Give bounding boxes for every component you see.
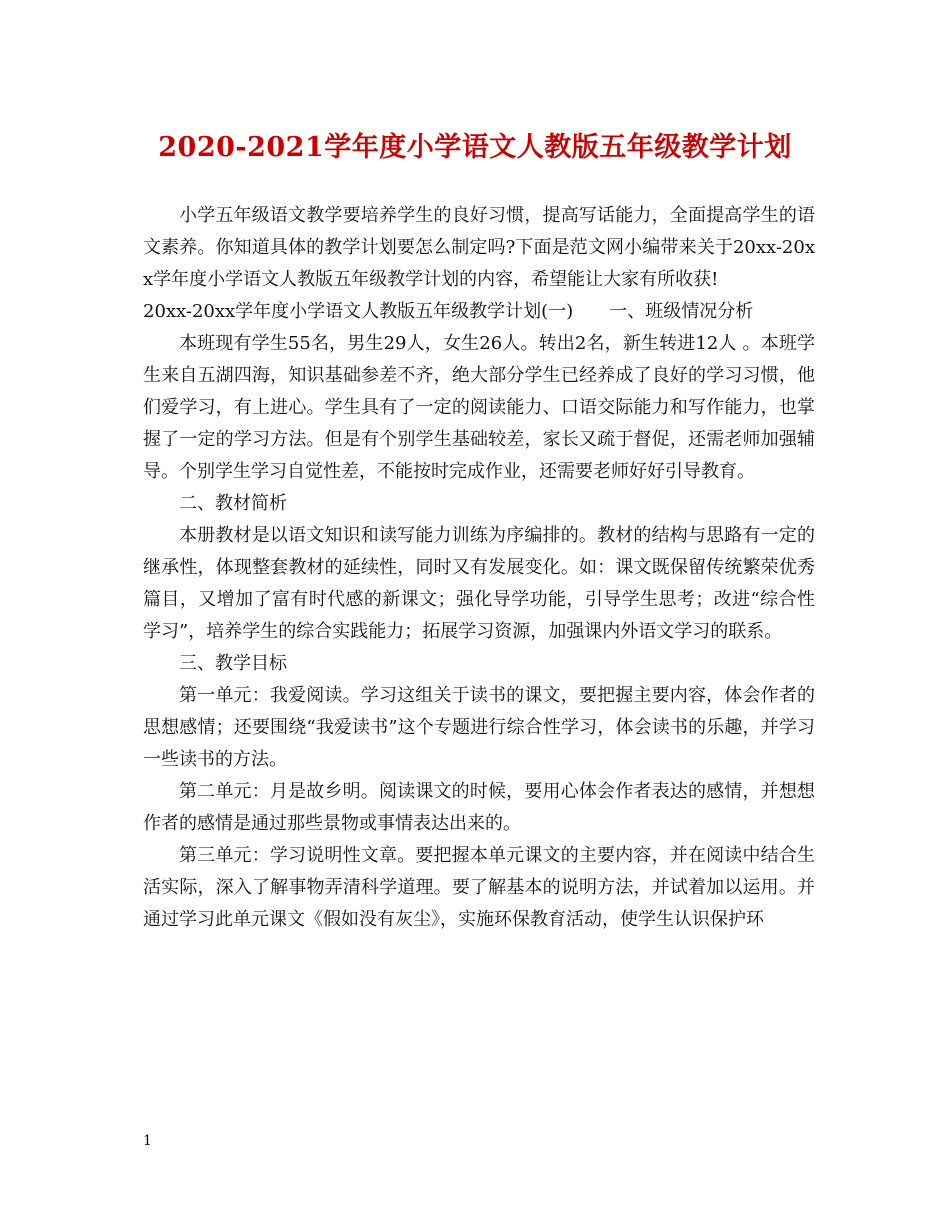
paragraph-unit-2: 第二单元：月是故乡明。阅读课文的时候，要用心体会作者表达的感情，并想想作者的感情是通过那些景物或事情表达出来的。 (143, 781, 815, 834)
paragraph-textbook-analysis: 本册教材是以语文知识和读写能力训练为序编排的。教材的结构与思路有一定的继承性，体现整套教材的延续性，同时又有发展变化。如：课文既保留传统繁荣优秀篇目，又增加了富有时代感的新课文；强化导学功能，引导学生思考；改进“综合性学习”，培养学生的综合实践能力；拓展学习资源，加强课内外语文学习的联系。 (143, 525, 815, 642)
paragraph-class-analysis: 本班现有学生55名，男生29人，女生26人。转出2名，新生转进12人 。本班学生来自五湖四海，知识基础参差不齐，绝大部分学生已经养成了良好的学习习惯，他们爱学习，有上进心。学生具有了一定的阅读能力、口语交际能力和写作能力，也掌握了一定的学习方法。但是有个别学生基础较差，家长又疏于督促，还需老师加强辅导。个别学生学习自觉性差，不能按时完成作业，还需要老师好好引导教育。 (143, 333, 815, 482)
paragraph-plan-heading: 20xx-20xx学年度小学语文人教版五年级教学计划(一) 一、班级情况分析 (143, 301, 754, 322)
paragraph-unit-1: 第一单元：我爱阅读。学习这组关于读书的课文，要把握主要内容，体会作者的思想感情；还要围绕“我爱读书”这个专题进行综合性学习，体会读书的乐趣，并学习一些读书的方法。 (143, 685, 815, 770)
document-title: 2020-2021学年度小学语文人教版五年级教学计划 (158, 132, 792, 163)
section-heading-goals: 三、教学目标 (179, 653, 287, 674)
paragraph-intro: 小学五年级语文教学要培养学生的良好习惯，提高写话能力，全面提高学生的语文素养。你知道具体的教学计划要怎么制定吗?下面是范文网小编带来关于20xx-20xx学年度小学语文人教版五年级教学计划的内容，希望能让大家有所收获! (143, 205, 815, 290)
paragraph-unit-3: 第三单元：学习说明性文章。要把握本单元课文的主要内容，并在阅读中结合生活实际，深入了解事物弄清科学道理。要了解基本的说明方法，并试着加以运用。并通过学习此单元课文《假如没有灰尘》，实施环保教育活动，使学生认识保护环 (143, 845, 815, 930)
section-heading-textbook: 二、教材简析 (179, 493, 287, 514)
page-number: 1 (143, 1133, 152, 1149)
document-body (143, 200, 815, 936)
